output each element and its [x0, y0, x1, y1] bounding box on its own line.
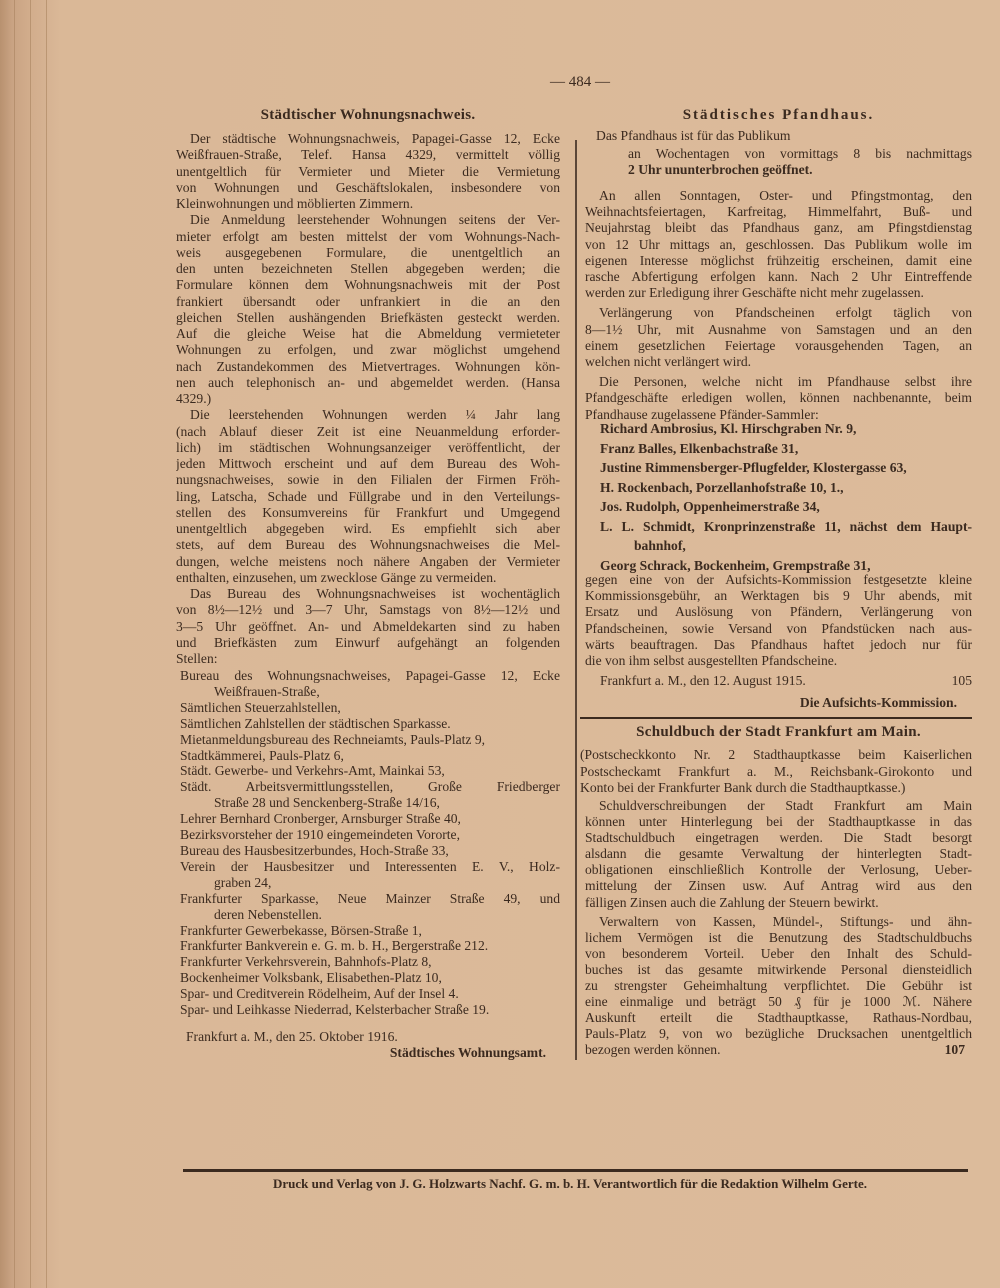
- text-line: Die Personen, welche nicht im Pfandhause selbst ihre: [599, 374, 972, 390]
- list-item: [180, 938, 560, 954]
- section-title-schuldbuch: Schuldbuch der Stadt Frankfurt am Main.: [636, 724, 921, 740]
- text-line: Mietanmeldungsbureau des Rechneiamts, Pauls-Platz 9,: [180, 731, 486, 747]
- text-line: H. Rockenbach, Porzellanhofstraße 10, 1.,: [600, 479, 844, 495]
- text-line: graben 24,: [214, 874, 272, 890]
- text-line: Stadtschuldbuch eingetragen werden. Die Stadt besorgt: [585, 830, 972, 846]
- text-line: von 12 Uhr mittags an, geschlossen. Das Publikum wolle im: [585, 236, 972, 252]
- list-item: [600, 497, 972, 517]
- text-line: bezogen werden können.: [585, 1042, 721, 1058]
- text-line: An allen Sonntagen, Oster- und Pfingstmontag, den: [599, 188, 972, 203]
- section-title-pfandhaus: Städtisches Pfandhaus.: [682, 107, 875, 123]
- list-item: [180, 970, 560, 986]
- text-line: dungen, welche meistens noch nähere Angaben der Vermieter: [176, 553, 560, 569]
- text-line: und Briefkästen zum Einwurf aufgehängt an folgenden: [176, 634, 560, 650]
- text-line: Bockenheimer Volksbank, Elisabethen-Platz 10,: [180, 970, 442, 986]
- hours-line: 2 Uhr ununterbrochen geöffnet.: [628, 161, 813, 177]
- text-line: eine einmalige und beträgt 50 ₰ für je 1000 ℳ. Nähere: [585, 994, 972, 1010]
- text-line: Verlängerung von Pfandscheinen erfolgt täglich von: [599, 305, 972, 321]
- text-line: Pfandscheinen, sowie Versand von Pfandstücken nach aus-: [585, 620, 972, 636]
- text-line: Stadtkämmerei, Pauls-Platz 6,: [180, 747, 344, 763]
- text-line: Jos. Rudolph, Oppenheimerstraße 34,: [600, 499, 820, 514]
- text-line: Schuldverschreibungen der Stadt Frankfurt am Main: [599, 798, 972, 813]
- section-title-wohnungsnachweis: Städtischer Wohnungsnachweis.: [260, 107, 476, 123]
- text-line: mieter erfolgt am besten mittelst der vom Wohnungs-Nach-: [176, 228, 560, 244]
- text-line: Pfandgeschäfte erledigen wollen, können nachbenannte, beim: [585, 390, 972, 406]
- list-item: [180, 668, 560, 700]
- text-line: Ersatz und Auslösung von Pfändern, Verlängerung von: [585, 604, 972, 620]
- list-item: [600, 478, 972, 498]
- text-line: bahnhof,: [634, 538, 686, 553]
- text-line: alsdann die gesamte Verwaltung der hinterlegten Stadt-: [585, 846, 972, 862]
- text-line: Frankfurter Bankverein e. G. m. b. H., Bergerstraße 212.: [180, 938, 489, 954]
- text-line: Sämtlichen Steuerzahlstellen,: [180, 699, 341, 715]
- text-line: Bezirksvorsteher der 1910 eingemeindeten Vororte,: [180, 827, 460, 843]
- text-line: die von ihm selbst ausgestellten Pfandscheine.: [585, 653, 838, 669]
- text-line: Franz Balles, Elkenbachstraße 31,: [600, 440, 799, 456]
- list-item: [180, 859, 560, 891]
- text-line: Bureau des Wohnungsnachweises, Papagei-Gasse 12, Ecke: [180, 668, 560, 683]
- text-line: 4329.): [176, 391, 212, 406]
- paragraph: [176, 131, 560, 212]
- text-line: Bureau des Hausbesitzerbundes, Hoch-Straße 33,: [180, 842, 449, 858]
- text-line: können unter Hinterlegung bei der Stadthauptkasse in das: [585, 814, 972, 830]
- paragraph: [585, 374, 972, 423]
- text-line: frankiert übersandt oder unfrankiert in die an den: [176, 293, 560, 309]
- text-line: jeden Mittwoch erscheint und auf dem Bureau des Woh-: [176, 456, 560, 471]
- paragraph: [176, 407, 560, 586]
- text-line: Konto bei der Frankfurter Bank durch die Stadthauptkasse.): [580, 780, 906, 795]
- text-line: deren Nebenstellen.: [214, 906, 322, 922]
- text-line: Städt. Arbeitsvermittlungsstellen, Große Friedberger: [180, 779, 560, 795]
- pfandhaus-intro: Das Pfandhaus ist für das Publikum: [596, 128, 791, 143]
- list-item: [180, 827, 560, 843]
- text-line: Weihnachtsfeiertagen, Karfreitag, Himmelfahrt, Buß- und: [585, 204, 972, 220]
- hours-line: an Wochentagen von vormittags 8 bis nachmittags: [628, 146, 972, 161]
- text-line: von 8½—12½ und 3—7 Uhr, Samstags von 8½—12½ und: [176, 602, 560, 618]
- text-line: Richard Ambrosius, Kl. Hirschgraben Nr. 9,: [600, 421, 857, 436]
- page-edge: [46, 0, 47, 1288]
- schuldbuch-body: [585, 798, 972, 1059]
- list-item: [180, 700, 560, 716]
- column-divider: [575, 140, 577, 1060]
- text-line: lichem Vermögen ist die Benutzung des Stadtschuldbuchs: [585, 929, 972, 945]
- list-item: [180, 1002, 560, 1018]
- text-line: Straße 28 und Senckenberg-Straße 14/16,: [214, 795, 440, 811]
- text-line: Frankfurter Gewerbekasse, Börsen-Straße 1,: [180, 922, 422, 938]
- text-line: buches ist das gesamte mitwirkende Personal diensteidlich: [585, 961, 972, 977]
- text-line: Die leerstehenden Wohnungen werden ¼ Jahr lang: [190, 407, 560, 423]
- page-edge: [14, 0, 15, 1288]
- left-signature: Städtisches Wohnungsamt.: [389, 1045, 546, 1060]
- text-line: Kleinwohnungen und möblierten Zimmern.: [176, 196, 414, 211]
- list-item: [180, 716, 560, 732]
- text-line: gleichen Stellen aushängenden Briefkästen gesteckt werden.: [176, 309, 560, 325]
- text-line: 8—1½ Uhr, mit Ausnahme von Samstagen und an den: [585, 321, 972, 337]
- text-line: 3—5 Uhr geöffnet. An- und Abmeldekarten sind zu haben: [176, 618, 560, 634]
- list-item: [180, 923, 560, 939]
- list-item: [600, 458, 972, 478]
- pfandhaus-closing: [585, 572, 972, 669]
- text-line: stellen des Konsumvereins für Frankfurt und Umgegend: [176, 504, 560, 520]
- pfandhaus-body: [585, 188, 972, 423]
- text-line: weis ausgegebenen Formulare, die unentgeltlich an: [176, 244, 560, 260]
- section-divider: [580, 717, 972, 719]
- page-edge: [30, 0, 31, 1288]
- text-line: Der städtische Wohnungsnachweis, Papagei-Gasse 12, Ecke: [190, 131, 560, 146]
- list-item: [180, 811, 560, 827]
- text-line: Lehrer Bernhard Cronberger, Arnsburger Straße 40,: [180, 811, 461, 827]
- paragraph: [585, 572, 972, 669]
- text-line: fälligen Zinsen auch die Zahlung der Steuern bewirkt.: [585, 894, 879, 910]
- text-line: Frankfurter Sparkasse, Neue Mainzer Straße 49, und: [180, 890, 560, 906]
- text-line: Georg Schrack, Bockenheim, Grempstraße 31,: [600, 557, 871, 573]
- list-item: [180, 732, 560, 748]
- text-line: nach Zustandekommen des Mietvertrages. Wohnungen kön-: [176, 358, 560, 374]
- text-line: Postscheckamt Frankfurt a. M., Reichsbank-Girokonto und: [580, 763, 972, 779]
- text-line: von Wohnungen und Geschäftslokalen, insbesondere von: [176, 179, 560, 195]
- text-line: ling, Latscha, Schade und Füllgrabe und in den Verteilungs-: [176, 488, 560, 504]
- list-item: [600, 419, 972, 439]
- paragraph: [585, 188, 972, 301]
- list-item: [180, 748, 560, 764]
- text-line: werden zur Erledigung ihrer Geschäfte nicht mehr zugelassen.: [585, 285, 924, 301]
- paragraph: [585, 305, 972, 370]
- text-line: (Postscheckkonto Nr. 2 Stadthauptkasse beim Kaiserlichen: [580, 747, 972, 762]
- text-line: Sämtlichen Zahlstellen der städtischen Sparkasse.: [180, 715, 451, 731]
- text-line: enthalten, einzusehen, um zwecklose Gänge zu vermeiden.: [176, 569, 497, 585]
- collector-list: [600, 419, 972, 575]
- text-line: unentgeltlich für Vermieter und Mieter die Vermietung: [176, 163, 560, 179]
- text-line: einem gesetzlichen Feiertage vorausgehenden Tagen, an: [585, 337, 972, 353]
- text-line: nungsnachweises, sowie in den Filialen der Firmen Fröh-: [176, 472, 560, 488]
- text-line: Stellen:: [176, 651, 218, 666]
- schuldbuch-ref-number: 107: [944, 1042, 965, 1057]
- text-line: Spar- und Creditverein Rödelheim, Auf der Insel 4.: [180, 986, 459, 1002]
- text-line: unentgeltlich abgegeben wird. Es empfiehlt sich aber: [176, 521, 560, 536]
- list-item: [180, 763, 560, 779]
- text-line: eigenen Interesse möglichst frühzeitig erscheinen, damit eine: [585, 252, 972, 268]
- text-line: zu strengster Geheimhaltung verpflichtet. Die Gebühr ist: [585, 978, 972, 994]
- text-line: Wohnungen zu erfolgen, und zwar möglichst umgehend: [176, 342, 560, 358]
- schuldbuch-accounts: [580, 747, 972, 797]
- text-line: Frankfurter Verkehrsverein, Bahnhofs-Platz 8,: [180, 954, 432, 970]
- pfandhaus-date: Frankfurt a. M., den 12. August 1915.: [600, 673, 806, 688]
- pfandhaus-ref-number: 105: [951, 673, 972, 688]
- list-item: [180, 891, 560, 923]
- list-item: [180, 779, 560, 811]
- wohnungsnachweis-body: [176, 131, 560, 667]
- list-item: [180, 843, 560, 859]
- text-line: Die Anmeldung leerstehender Wohnungen seitens der Ver-: [190, 212, 560, 228]
- list-item: [180, 986, 560, 1002]
- imprint-footer: Druck und Verlag von J. G. Holzwarts Nachf. G. m. b. H. Verantwortlich für die Redaktion Wilhelm Gerte.: [272, 1176, 868, 1191]
- text-line: den unten bezeichneten Stellen abgegeben werden; die: [176, 261, 560, 276]
- left-date: Frankfurt a. M., den 25. Oktober 1916.: [186, 1029, 398, 1044]
- text-line: welchen nicht verlängert wird.: [585, 354, 752, 370]
- text-line: gegen eine von der Aufsichts-Kommission festgesetzte kleine: [585, 572, 972, 587]
- paragraph: [176, 586, 560, 667]
- location-list: [180, 668, 560, 1018]
- text-line: Justine Rimmensberger-Pflugfelder, Klostergasse 63,: [600, 460, 907, 475]
- text-line: Auf die gleiche Weise hat die Abmeldung vermieteter: [176, 326, 560, 341]
- paragraph: [585, 798, 972, 911]
- text-line: wärts beauftragen. Das Pfandhaus haftet jedoch nur für: [585, 636, 972, 652]
- text-line: Pauls-Platz 9, von wo bezügliche Drucksachen unentgeltlich: [585, 1026, 972, 1042]
- text-line: (nach Ablauf dieser Zeit ist eine Neuanmeldung erforder-: [176, 423, 560, 439]
- text-line: Pfandhause zugelassene Pfänder-Sammler:: [585, 406, 819, 422]
- text-line: Formulare können dem Wohnungsnachweis mit der Post: [176, 277, 560, 293]
- paragraph: [580, 747, 972, 797]
- text-line: obligationen einschließlich Kontrolle der Verlosung, Ueber-: [585, 862, 972, 878]
- text-line: nen auch telephonisch an- und abgemeldet werden. (Hansa: [176, 374, 560, 390]
- text-line: Neujahrstag bleibt das Pfandhaus ganz, am Pfingstdienstag: [585, 220, 972, 236]
- text-line: Das Bureau des Wohnungsnachweises ist wochentäglich: [190, 586, 560, 601]
- text-line: von besonderem Vorteil. Ueber den Inhalt des Schuld-: [585, 945, 972, 961]
- list-item: [600, 439, 972, 459]
- text-line: stets, auf dem Bureau des Wohnungsnachweises die Mel-: [176, 537, 560, 553]
- text-line: lich) im städtischen Wohnungsanzeiger veröffentlicht, der: [176, 439, 560, 455]
- text-line: Spar- und Leihkasse Niederrad, Kelsterbacher Straße 19.: [180, 1002, 490, 1018]
- text-line: Kommissionsgebühr, an Werktagen bis 9 Uhr abends, mit: [585, 588, 972, 604]
- list-item: [180, 954, 560, 970]
- text-line: Weißfrauen-Straße,: [214, 683, 320, 699]
- text-line: rasche Abfertigung erfolgen kann. Nach 2 Uhr Eintreffende: [585, 269, 972, 285]
- text-line: Städt. Gewerbe- und Verkehrs-Amt, Mainkai 53,: [180, 763, 445, 779]
- text-line: L. L. Schmidt, Kronprinzenstraße 11, nächst dem Haupt-: [600, 518, 972, 534]
- text-line: mittelung der Zinsen usw. Auf Antrag wird aus den: [585, 878, 972, 894]
- page-number: — 484 —: [550, 74, 610, 90]
- paragraph: [176, 212, 560, 407]
- text-line: Weißfrauen-Straße, Telef. Hansa 4329, vermittelt völlig: [176, 147, 560, 163]
- text-line: Auskunft erteilt die Stadthauptkasse, Rathaus-Nordbau,: [585, 1010, 972, 1026]
- list-item: [600, 517, 972, 556]
- footer-rule: [183, 1169, 968, 1172]
- pfandhaus-hours: [628, 146, 972, 177]
- text-line: Verein der Hausbesitzer und Interessenten E. V., Holz-: [180, 858, 560, 874]
- pfandhaus-date-line: [600, 673, 972, 689]
- pfandhaus-signature: Die Aufsichts-Kommission.: [799, 695, 957, 710]
- paragraph: [585, 914, 972, 1059]
- text-line: Verwaltern von Kassen, Mündel-, Stiftungs- und ähn-: [599, 913, 972, 929]
